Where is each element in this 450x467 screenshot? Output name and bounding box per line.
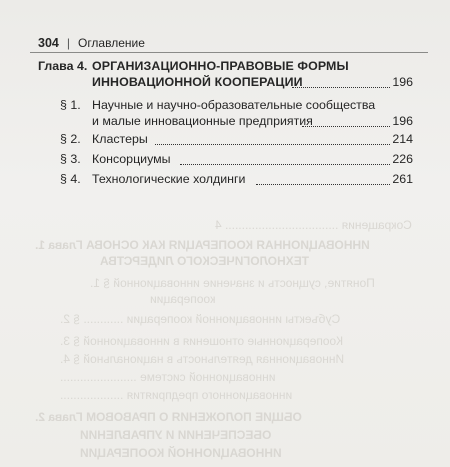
page-number: 304 <box>38 36 59 50</box>
running-header <box>38 35 420 51</box>
bleed-through-texture: Сокращения .................................. 4 ИННОВАЦИОННАЯ КООПЕРАЦИЯ КАК ОСНОВА Глава 1. ТЕХНОЛОГИЧЕСКОГО ЛИДЕРСТВА Понятие, сущность и значение инновационной § 1. кооперации Субъекты инновационной кооперации ............ § 2. Кооперационные отношения в инновационной § 3. Инновационная деятельность в национальной § 4. инновационной системе ....................... инновационного предприятия ................... ОБЩИЕ ПОЛОЖЕНИЯ О ПРАВОВОМ Глава 2. ОБЕСПЕЧЕНИИ И УПРАВЛЕНИИ ИННОВАЦИОННОЙ КООПЕРАЦИИ <box>35 218 412 460</box>
toc-section-entry <box>38 151 413 169</box>
section-label: § 4. <box>60 172 81 186</box>
leader-dots <box>155 144 390 145</box>
leader-dots <box>292 87 390 88</box>
section-title: Консорциумы <box>92 152 171 166</box>
chapter-label: Глава 4. <box>38 59 88 73</box>
leader-dots <box>302 126 390 127</box>
toc-section-entry <box>38 131 413 149</box>
leader-dots <box>180 164 390 165</box>
toc-section-entry <box>38 97 413 131</box>
section-label: § 1. <box>60 98 81 112</box>
leader-dots <box>256 184 390 185</box>
section-label: § 3. <box>60 152 81 166</box>
toc-section-entry <box>38 171 413 189</box>
section-page: 261 <box>392 172 413 186</box>
chapter-page: 196 <box>392 75 413 89</box>
section-title-line1: Научные и научно-образовательные сообщества <box>92 98 376 112</box>
toc-chapter-entry <box>38 58 413 92</box>
chapter-title-line2: ИННОВАЦИОННОЙ КООПЕРАЦИИ <box>92 75 303 89</box>
section-title: Кластеры <box>92 132 148 146</box>
chapter-title-line1: ОРГАНИЗАЦИОННО-ПРАВОВЫЕ ФОРМЫ <box>92 59 349 73</box>
section-label: § 2. <box>60 132 81 146</box>
section-title: Технологические холдинги <box>92 172 246 186</box>
section-title-line2: и малые инновационные предприятия <box>92 114 313 128</box>
section-page: 226 <box>392 152 413 166</box>
section-page: 196 <box>392 114 413 128</box>
header-separator: | <box>66 36 70 50</box>
section-page: 214 <box>392 132 413 146</box>
header-section-title: Оглавление <box>77 36 145 50</box>
header-rule <box>30 52 428 53</box>
